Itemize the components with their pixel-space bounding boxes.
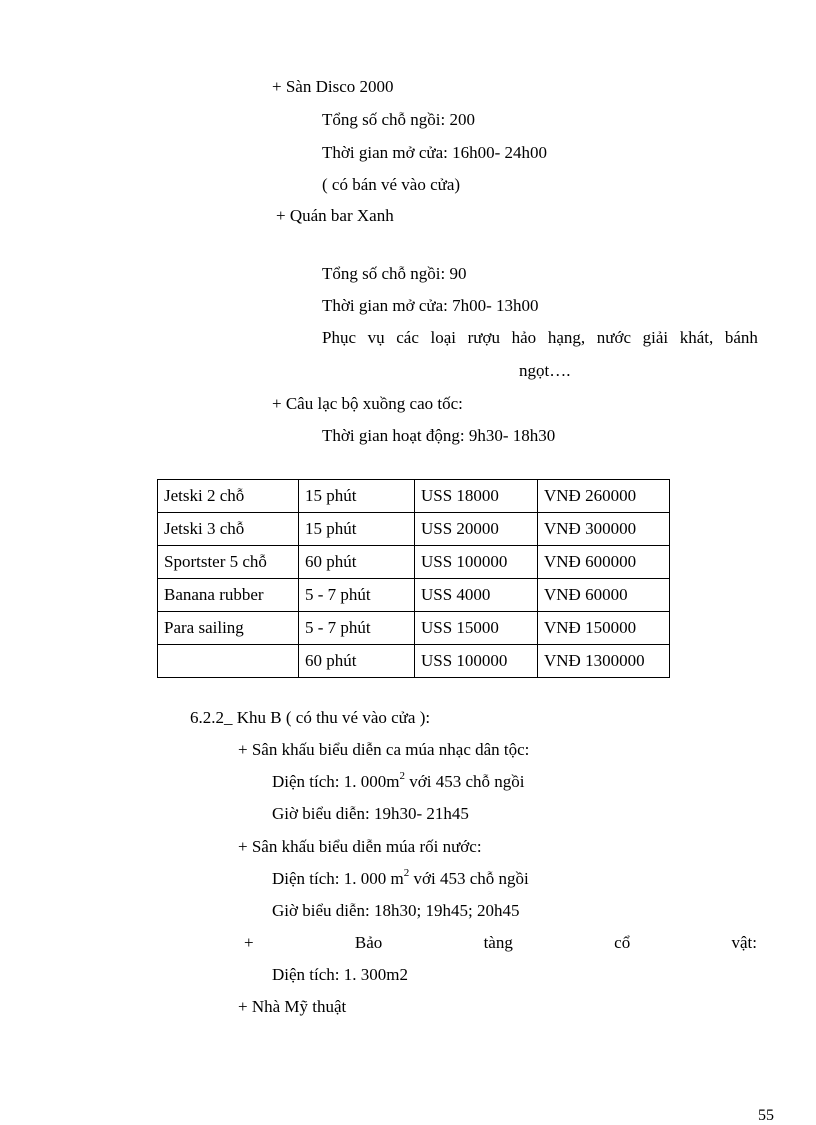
- museum-title-word: Bảo: [354, 933, 383, 952]
- table-cell-service: Banana rubber: [158, 579, 299, 612]
- table-row: [158, 546, 670, 579]
- bar-service-word: các: [396, 328, 419, 347]
- speedboat-hours: Thời gian hoạt động: 9h30- 18h30: [322, 426, 556, 445]
- museum-title-word: +: [244, 933, 254, 952]
- bar-service-word: bánh: [724, 328, 758, 347]
- museum-title-word: tàng: [483, 933, 513, 952]
- bar-hours: Thời gian mở cửa: 7h00- 13h00: [322, 296, 539, 315]
- superscript-two: 2: [399, 770, 405, 783]
- puppet-stage-area-seats: với 453 chỗ ngồi: [409, 869, 529, 888]
- disco-title: + Sàn Disco 2000: [272, 77, 394, 96]
- bar-service-continuation: ngọt….: [519, 361, 571, 380]
- table-row: [158, 513, 670, 546]
- table-cell-price-usd: USS 20000: [415, 513, 538, 546]
- table-cell-price-vnd: VNĐ 600000: [538, 546, 670, 579]
- disco-seats: Tổng số chỗ ngồi: 200: [322, 110, 475, 129]
- folk-stage-area: [272, 772, 524, 792]
- bar-service-line: [322, 328, 758, 348]
- table-cell-price-vnd: VNĐ 60000: [538, 579, 670, 612]
- bar-seats: Tổng số chỗ ngồi: 90: [322, 264, 467, 283]
- table-cell-price-vnd: VNĐ 300000: [538, 513, 670, 546]
- page-number: 55: [758, 1107, 774, 1124]
- bar-service-word: hạng,: [547, 328, 586, 347]
- bar-service-word: vụ: [367, 328, 385, 347]
- table-cell-price-vnd: VNĐ 150000: [538, 612, 670, 645]
- museum-title-word: vật:: [731, 933, 757, 952]
- bar-title: + Quán bar Xanh: [276, 206, 394, 225]
- table-cell-price-usd: USS 4000: [415, 579, 538, 612]
- bar-service-word: giải: [642, 328, 669, 347]
- table-cell-price-vnd: VNĐ 260000: [538, 480, 670, 513]
- table-cell-service: Sportster 5 chỗ: [158, 546, 299, 579]
- folk-stage-area-seats: với 453 chỗ ngồi: [404, 772, 525, 791]
- table-cell-duration: 5 - 7 phút: [299, 579, 415, 612]
- folk-stage-hours: Giờ biểu diễn: 19h30- 21h45: [272, 804, 469, 823]
- bar-service-word: rượu: [467, 328, 501, 347]
- table-cell-service: [158, 645, 299, 678]
- table-cell-price-usd: USS 15000: [415, 612, 538, 645]
- folk-stage-area-text: Diện tích: 1. 000m: [272, 772, 400, 791]
- table-cell-price-vnd: VNĐ 1300000: [538, 645, 670, 678]
- puppet-stage-title: + Sân khấu biểu diễn múa rối nước:: [238, 837, 482, 856]
- disco-note: ( có bán vé vào cửa): [322, 175, 461, 194]
- art-house-title: + Nhà Mỹ thuật: [238, 997, 347, 1016]
- museum-title-word: cổ: [614, 933, 631, 952]
- puppet-stage-area: [272, 869, 529, 889]
- table-cell-duration: 15 phút: [299, 513, 415, 546]
- puppet-stage-hours: Giờ biểu diễn: 18h30; 19h45; 20h45: [272, 901, 520, 920]
- table-cell-duration: 60 phút: [299, 546, 415, 579]
- bar-service-word: hảo: [511, 328, 537, 347]
- table-row: [158, 480, 670, 513]
- superscript-two: 2: [403, 867, 410, 880]
- bar-service-word: nước: [596, 328, 631, 347]
- table-cell-price-usd: USS 18000: [415, 480, 538, 513]
- bar-service-word: Phục: [322, 328, 356, 347]
- folk-stage-title: + Sân khấu biểu diễn ca múa nhạc dân tộc:: [238, 740, 530, 759]
- museum-title: [244, 933, 757, 953]
- table-row: [158, 579, 670, 612]
- table-row: [158, 612, 670, 645]
- table-row: [158, 645, 670, 678]
- speedboat-title: + Câu lạc bộ xuồng cao tốc:: [272, 394, 463, 413]
- table-cell-duration: 60 phút: [299, 645, 415, 678]
- zone-b-heading: 6.2.2_ Khu B ( có thu vé vào cửa ):: [190, 708, 431, 727]
- table-cell-service: Para sailing: [158, 612, 299, 645]
- puppet-stage-area-text: Diện tích: 1. 000 m: [272, 869, 404, 888]
- museum-area: Diện tích: 1. 300m2: [272, 965, 408, 984]
- table-cell-price-usd: USS 100000: [415, 546, 538, 579]
- table-cell-service: Jetski 2 chỗ: [158, 480, 299, 513]
- bar-service-word: loại: [430, 328, 457, 347]
- table-cell-service: Jetski 3 chỗ: [158, 513, 299, 546]
- bar-service-word: khát,: [679, 328, 714, 347]
- price-table: [157, 479, 670, 678]
- table-cell-duration: 5 - 7 phút: [299, 612, 415, 645]
- table-cell-price-usd: USS 100000: [415, 645, 538, 678]
- disco-hours: Thời gian mở cửa: 16h00- 24h00: [322, 143, 548, 162]
- table-cell-duration: 15 phút: [299, 480, 415, 513]
